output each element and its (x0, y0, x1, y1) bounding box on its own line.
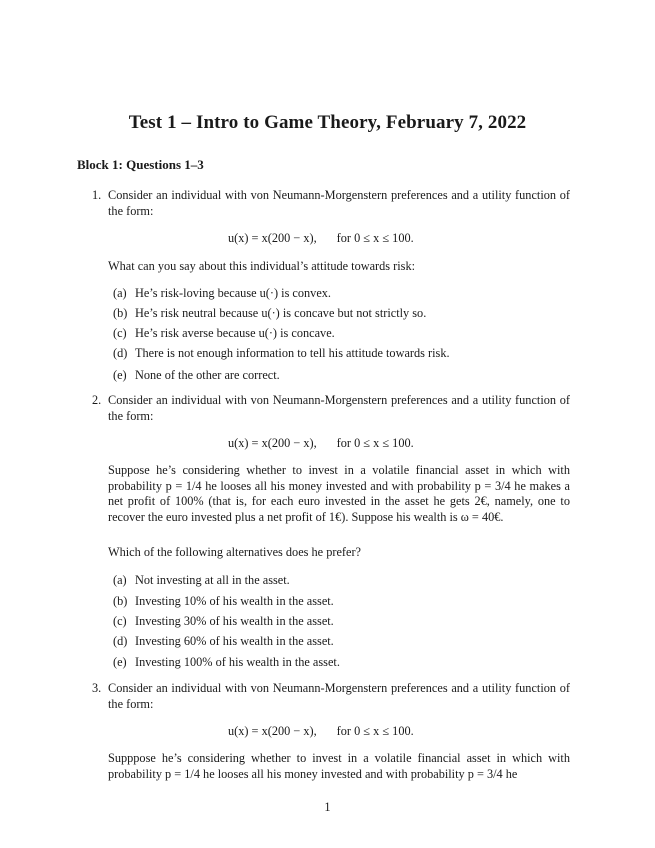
option-label: (b) (113, 306, 128, 320)
option-text: Investing 30% of his wealth in the asset. (135, 614, 334, 628)
option-text: Investing 10% of his wealth in the asset. (135, 594, 334, 608)
option-1c (113, 326, 335, 341)
question-scenario (108, 463, 570, 525)
option-2a (113, 573, 290, 588)
page-number: 1 (324, 800, 331, 814)
option-1e (113, 368, 280, 383)
formula-domain: for 0 ≤ x ≤ 100. (336, 724, 414, 738)
option-text: Not investing at all in the asset. (135, 573, 290, 587)
question-2 (92, 393, 570, 424)
option-text: Investing 100% of his wealth in the asset. (135, 655, 340, 669)
option-label: (d) (113, 346, 128, 360)
question-number: 1. (92, 188, 102, 202)
option-label: (c) (113, 326, 127, 340)
option-text: He’s risk neutral because u(·) is concave but not strictly so. (135, 306, 427, 320)
option-label: (c) (113, 614, 127, 628)
option-text: There is not enough information to tell his attitude towards risk. (135, 346, 450, 360)
option-2b (113, 594, 334, 609)
utility-formula (228, 231, 414, 246)
formula-expression: u(x) = x(200 − x), (228, 436, 317, 450)
option-2e (113, 655, 340, 670)
formula-domain: for 0 ≤ x ≤ 100. (336, 231, 414, 245)
scenario-text: Supppose he’s considering whether to invest in a volatile financial asset in which with probability p = 1/4 he looses all his money invested and with probability p = 3/4 he (108, 751, 570, 781)
question-prompt-text: Which of the following alternatives does he prefer? (108, 545, 362, 559)
option-label: (a) (113, 573, 127, 587)
question-number: 3. (92, 681, 102, 695)
question-intro: Consider an individual with von Neumann-Morgenstern preferences and a utility function of the form: (108, 188, 570, 218)
question-1 (92, 188, 570, 219)
option-1a (113, 286, 331, 301)
question-prompt-text: What can you say about this individual’s attitude towards risk: (108, 259, 416, 273)
formula-expression: u(x) = x(200 − x), (228, 231, 317, 245)
page-title: Test 1 – Intro to Game Theory, February 7, 2022 (128, 112, 527, 133)
option-text: None of the other are correct. (135, 368, 280, 382)
question-prompt (108, 259, 570, 275)
scenario-text: Suppose he’s considering whether to invest in a volatile financial asset in which with probability p = 1/4 he looses all his money invested and with probability p = 3/4 he makes a net profit of 100% (that is, for each euro invested in the asset he gets 2€, namely, one to recover the euro invested plus a net profit of 1€). Suppose his wealth is ω = 40€. (108, 463, 570, 524)
question-3 (92, 681, 570, 712)
option-2c (113, 614, 334, 629)
option-text: He’s risk-loving because u(·) is convex. (135, 286, 332, 300)
question-intro: Consider an individual with von Neumann-Morgenstern preferences and a utility function of the form: (108, 393, 570, 423)
utility-formula (228, 724, 414, 739)
question-prompt (108, 545, 570, 561)
option-label: (b) (113, 594, 128, 608)
option-text: He’s risk averse because u(·) is concave. (135, 326, 335, 340)
formula-expression: u(x) = x(200 − x), (228, 724, 317, 738)
utility-formula (228, 436, 414, 451)
question-number: 2. (92, 393, 102, 407)
option-label: (e) (113, 368, 127, 382)
option-label: (a) (113, 286, 127, 300)
option-label: (e) (113, 655, 127, 669)
option-1d (113, 346, 450, 361)
block-heading: Block 1: Questions 1–3 (77, 157, 204, 172)
question-scenario (108, 751, 570, 782)
option-1b (113, 306, 426, 321)
formula-domain: for 0 ≤ x ≤ 100. (336, 436, 414, 450)
option-text: Investing 60% of his wealth in the asset. (135, 634, 334, 648)
option-2d (113, 634, 334, 649)
option-label: (d) (113, 634, 128, 648)
question-intro: Consider an individual with von Neumann-Morgenstern preferences and a utility function of the form: (108, 681, 570, 711)
